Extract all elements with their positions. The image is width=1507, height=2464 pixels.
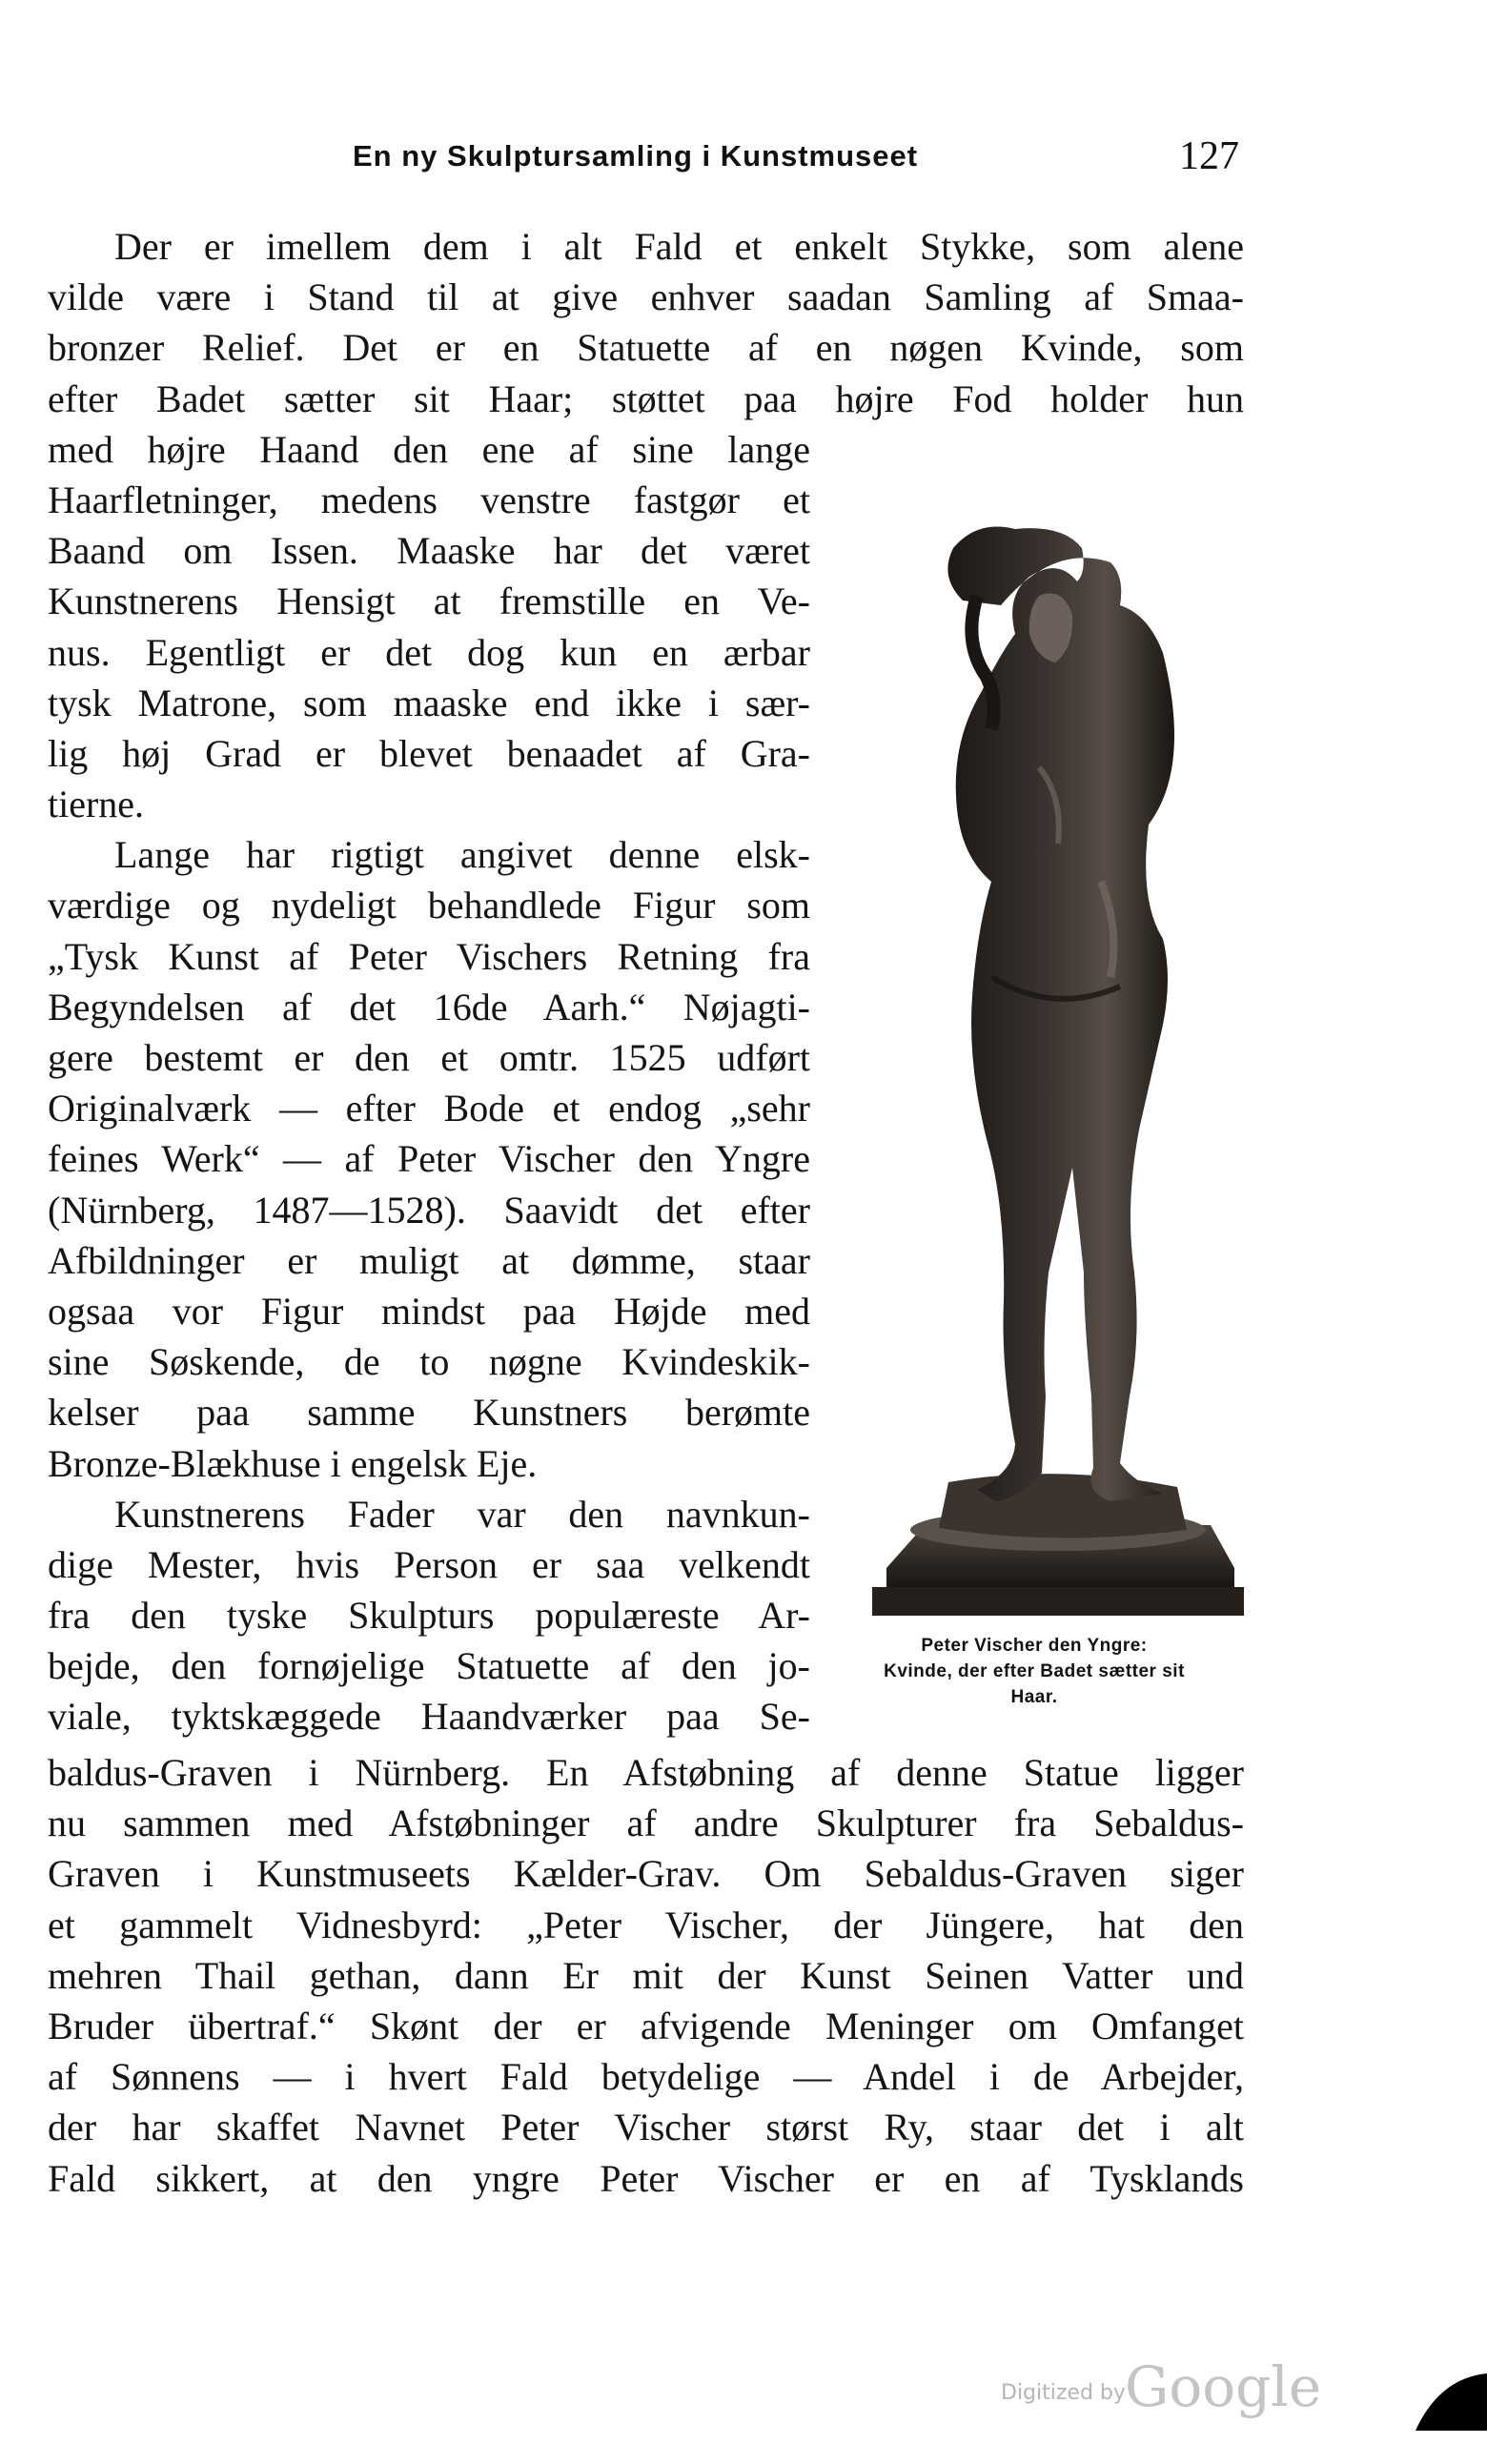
text-line: bejde, den fornøjelige Statuette af den jo- — [48, 1644, 810, 1688]
text-line: Afbildninger er muligt at dømme, staar — [48, 1238, 810, 1282]
text-line: der har skaffet Navnet Peter Vischer størst Ry, staar det i alt — [48, 2106, 1244, 2149]
page-corner-mark-icon — [1406, 2359, 1492, 2435]
running-title: En ny Skulptursamling i Kunstmuseet — [353, 139, 919, 173]
text-line: med højre Haand den ene af sine lange — [48, 427, 810, 471]
page-header — [353, 133, 1239, 191]
text-line: mehren Thail gethan, dann Er mit der Kunst Seinen Vatter und — [48, 1953, 1244, 1997]
text-line: feines Werk“ — af Peter Vischer den Yngre — [48, 1137, 810, 1181]
caption-line: Peter Vischer den Yngre: — [921, 1636, 1148, 1656]
text-line: Lange har rigtigt angivet denne elsk- — [114, 833, 810, 877]
statuette-image — [834, 481, 1244, 1630]
text-line: vilde være i Stand til at give enhver saadan Samling af Smaa- — [48, 275, 1244, 319]
text-line: af Sønnens — i hvert Fald betydelige — Andel i de Arbejder, — [48, 2055, 1244, 2099]
text-line: Der er imellem dem i alt Fald et enkelt Stykke, som alene — [114, 225, 1244, 268]
text-line: bronzer Relief. Det er en Statuette af en nøgen Kvinde, som — [48, 326, 1244, 370]
text-line: Kunstnerens Fader var den navnkun- — [114, 1492, 810, 1536]
watermark-small-text: Digitized by — [1001, 2381, 1126, 2405]
text-line: lig høj Grad er blevet benaadet af Gra- — [48, 731, 810, 775]
figure-caption — [820, 1633, 1249, 1710]
text-line: Originalværk — efter Bode et endog „sehr — [48, 1087, 810, 1130]
text-line: tierne. — [48, 783, 145, 826]
statuette-photograph — [834, 481, 1244, 1630]
text-line: sine Søskende, de to nøgne Kvindeskik- — [48, 1340, 810, 1384]
text-line: Kunstnerens Hensigt at fremstille en Ve- — [48, 580, 810, 623]
paragraph-top — [48, 221, 1244, 424]
text-line: nu sammen med Afstøbninger af andre Skulpturer fra Sebaldus- — [48, 1802, 1244, 1845]
text-line: baldus-Graven i Nürnberg. En Afstøbning af denne Statue ligger — [48, 1751, 1244, 1794]
text-line: Fald sikkert, at den yngre Peter Vischer er en af Tysklands — [48, 2156, 1244, 2200]
text-line: „Tysk Kunst af Peter Vischers Retning fra — [48, 934, 810, 978]
text-line: gere bestemt er den et omtr. 1525 udført — [48, 1036, 810, 1080]
paragraph-narrow-column — [48, 424, 810, 1742]
paragraph-bottom — [48, 1747, 1244, 2204]
text-line: Graven i Kunstmuseets Kælder-Grav. Om Sebaldus-Graven siger — [48, 1852, 1244, 1896]
text-line: viale, tyktskæggede Haandværker paa Se- — [48, 1695, 810, 1739]
digitization-watermark — [1001, 2354, 1325, 2421]
text-line: dige Mester, hvis Person er saa velkendt — [48, 1542, 810, 1586]
text-line: Haarfletninger, medens venstre fastgør et — [48, 478, 810, 521]
caption-line: Kvinde, der efter Badet sætter sit — [884, 1661, 1185, 1681]
text-line: ogsaa vor Figur mindst paa Højde med — [48, 1289, 810, 1333]
text-line: Bruder übertraf.“ Skønt der er afvigende Meninger om Omfanget — [48, 2004, 1244, 2047]
text-line: Bronze-Blækhuse i engelsk Eje. — [48, 1441, 538, 1485]
text-line: efter Badet sætter sit Haar; støttet paa højre Fod holder hun — [48, 377, 1244, 420]
text-line: nus. Egentligt er det dog kun en ærbar — [48, 630, 810, 674]
text-line: (Nürnberg, 1487—1528). Saavidt det efter — [48, 1188, 810, 1232]
text-line: fra den tyske Skulpturs populæreste Ar- — [48, 1594, 810, 1638]
text-line: Baand om Issen. Maaske har det været — [48, 529, 810, 573]
watermark-brand: Google — [1125, 2354, 1322, 2419]
text-line: Begyndelsen af det 16de Aarh.“ Nøjagti- — [48, 985, 810, 1028]
text-line: kelser paa samme Kunstners berømte — [48, 1391, 810, 1435]
page-number: 127 — [1179, 134, 1239, 178]
caption-line: Haar. — [1010, 1687, 1058, 1707]
text-line: værdige og nydeligt behandlede Figur som — [48, 884, 810, 927]
text-line: et gammelt Vidnesbyrd: „Peter Vischer, der Jüngere, hat den — [48, 1903, 1244, 1946]
text-line: tysk Matrone, som maaske end ikke i sær- — [48, 681, 810, 724]
